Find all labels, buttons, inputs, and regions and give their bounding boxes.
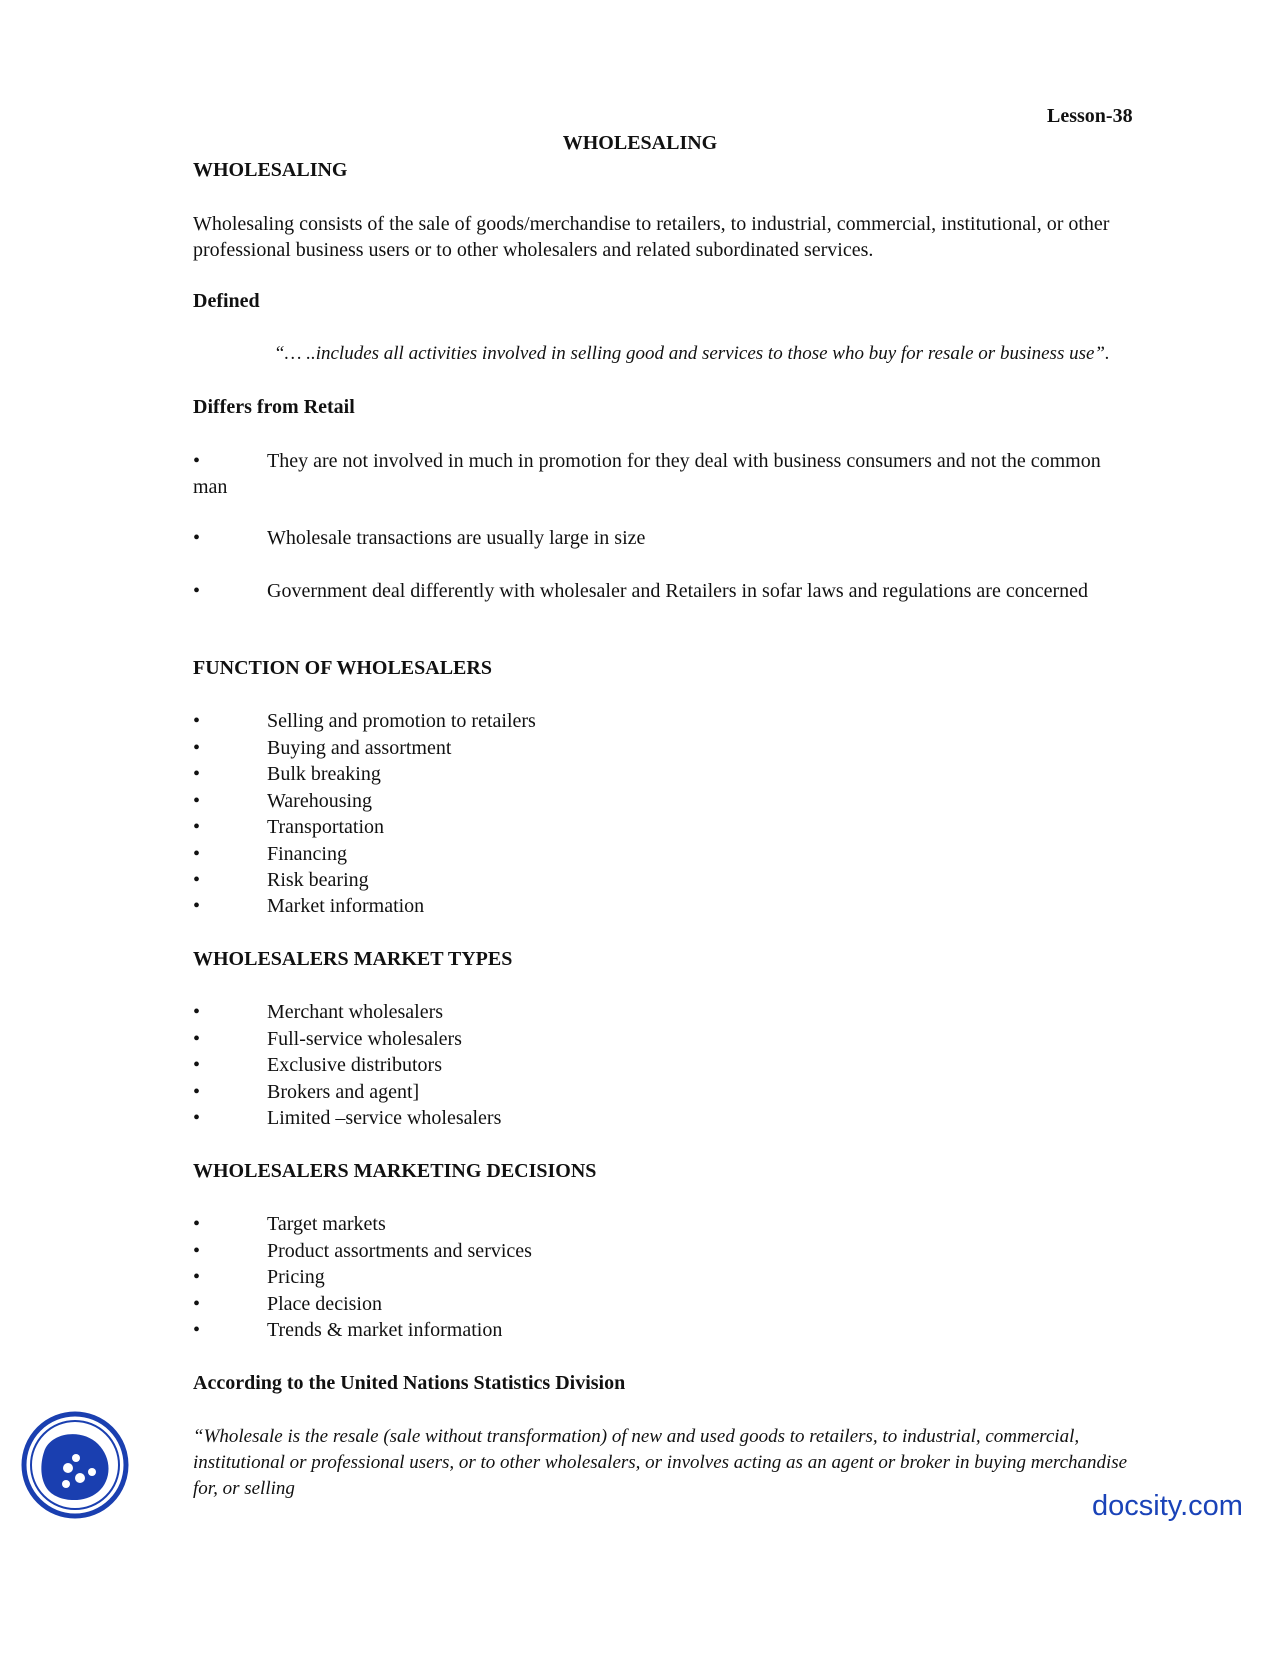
university-logo-icon — [20, 1410, 130, 1520]
document-page: Lesson-38 WHOLESALING WHOLESALING Wholesaling consists of the sale of goods/merchandise to retailers, to industrial, commercial, institutional, or other professional business users or to other wholesalers and related subordinated services. Defined “… ..includes all activities involved in selling good and services to those who buy for resale or business use”. Differs from Retail • They are not involved in much in promotion for they deal with business consumers and not the common man • Wholesale transactions are usually large in size • Government deal differently with wholesaler and Retailers in sofar laws and regulations are concerned FUNCTION OF WHOLESALERS • Selling and promotion to retailers • Buying and assortment • Bulk breaking • Warehousing • Transportation • Financing • Risk bearing • Market information WHOLESALERS MARKET TYPES • Merchant wholesalers • Full-service wholesalers • Exclusive distributors • Brokers and agent] • Limited –service wholesalers WHOLESALERS MARKETING DECISIONS • Target markets • Product assortments and services • Pricing • Place decision • Trends & market information According to the United Nations Statistics Division “Wholesale is the resale (sale without transformation) of new and used goods to retailers, to industrial, commercial, institutional or professional users, or to other wholesalers, or involves acting as an agent or broker in buying merchandise for, or selling docsity.com — [0, 0, 1280, 1656]
section-heading-un: According to the United Nations Statistics Division — [193, 1372, 626, 1394]
section-heading-defined: Defined — [193, 290, 260, 312]
section-heading-functions: FUNCTION OF WHOLESALERS — [193, 657, 492, 679]
list-item: • Government deal differently with wholesaler and Retailers in sofar laws and regulations are concerned — [193, 580, 1088, 602]
section-heading-wholesaling: WHOLESALING — [193, 159, 348, 181]
bullet: • — [193, 450, 201, 472]
section-heading-marketing-decisions: WHOLESALERS MARKETING DECISIONS — [193, 1160, 597, 1182]
page-title: WHOLESALING — [562, 132, 718, 154]
bullet: • — [193, 580, 201, 602]
intro-paragraph: Wholesaling consists of the sale of goods/merchandise to retailers, to industrial, commercial, institutional, or other professional business users or to other wholesalers and related subordinated services. — [193, 213, 1110, 261]
definition-quote: “… ..includes all activities involved in selling good and services to those who buy for resale or business use”. — [274, 343, 1110, 364]
lesson-number: Lesson-38 — [1047, 105, 1133, 127]
list-item: • Wholesale transactions are usually large in size — [193, 527, 646, 549]
section-heading-differs: Differs from Retail — [193, 396, 355, 418]
bullet: • — [193, 527, 201, 549]
section-heading-market-types: WHOLESALERS MARKET TYPES — [193, 948, 513, 970]
un-quote: “Wholesale is the resale (sale without transformation) of new and used goods to retailers, to industrial, commercial, institutional or professional users, or to other wholesalers, or involves acting as an agent or broker in buying merchandise for, or selling — [193, 1426, 1128, 1499]
docsity-watermark[interactable]: docsity.com — [1092, 1490, 1243, 1522]
list-item: • They are not involved in much in promotion for they deal with business consumers and not the common man — [193, 450, 1101, 498]
